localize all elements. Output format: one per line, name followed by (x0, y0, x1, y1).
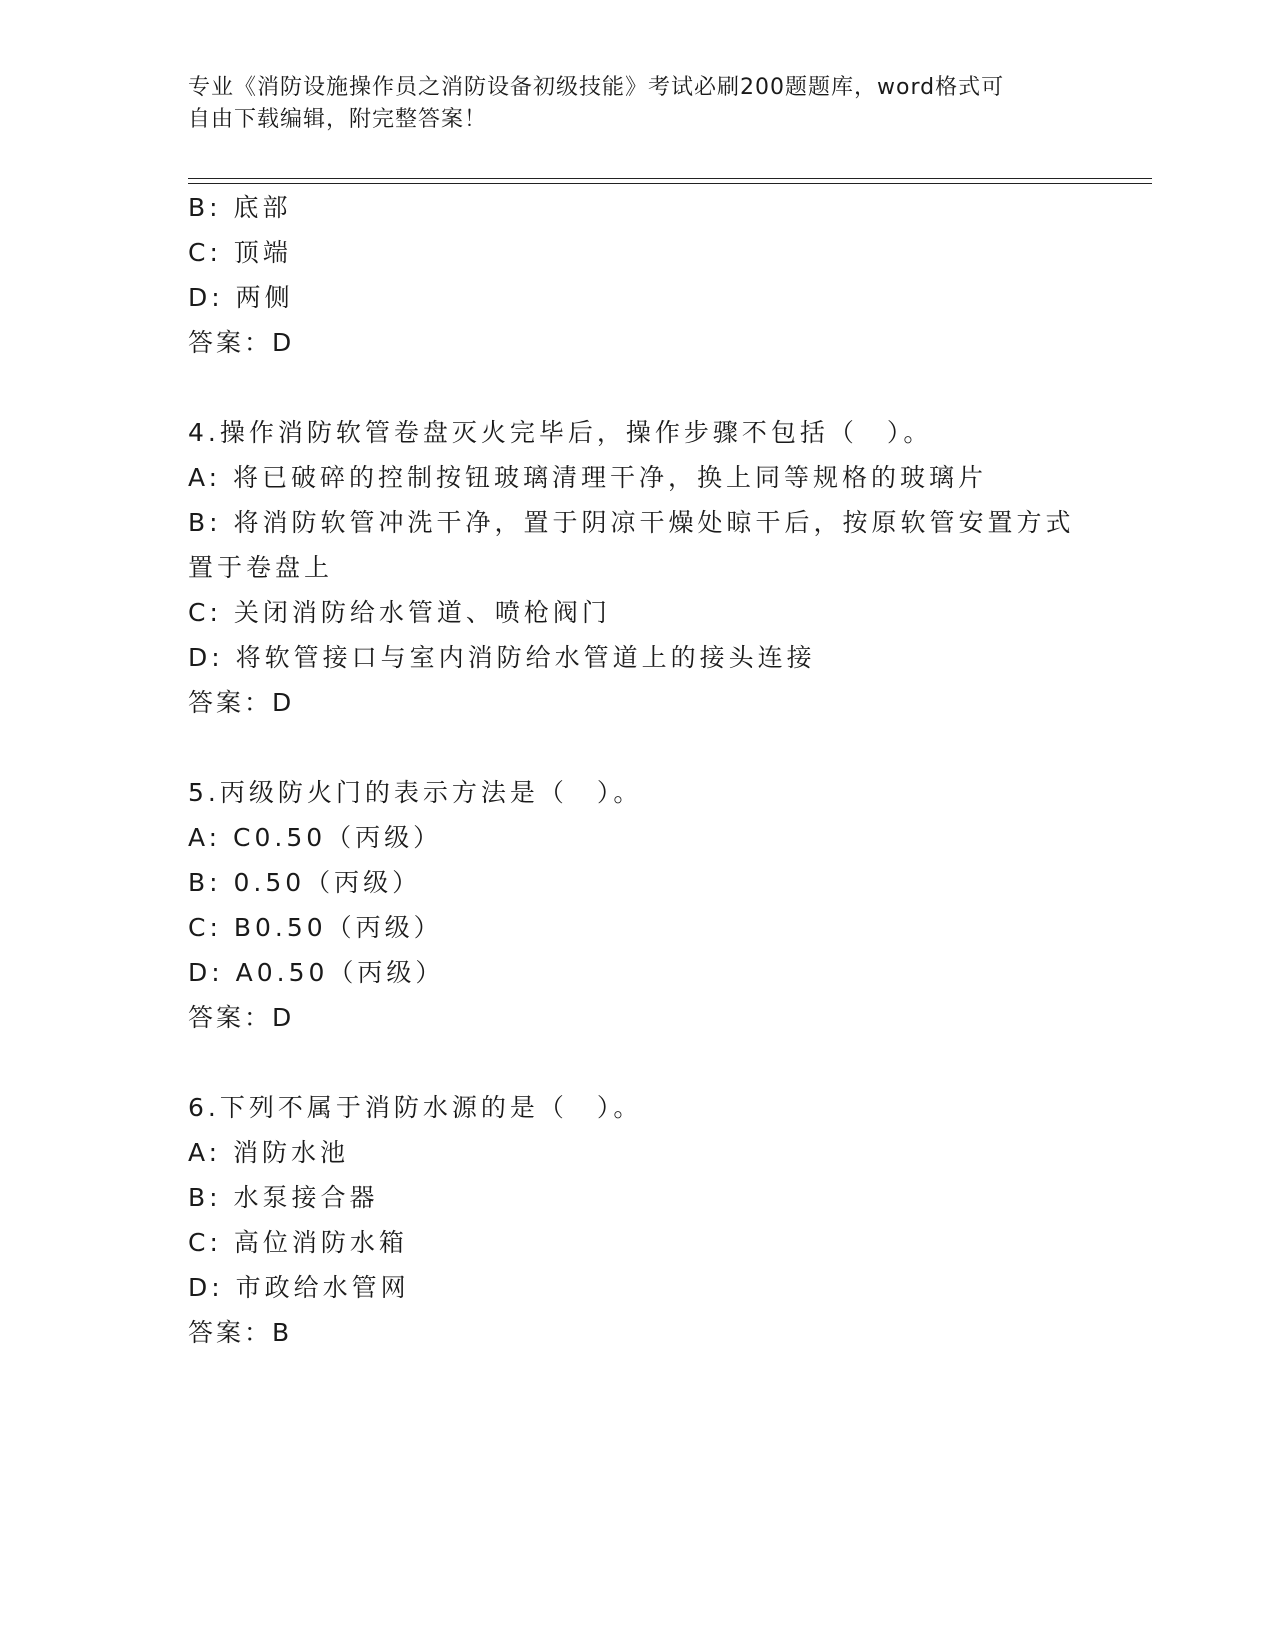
q5-answer: 答案：D (188, 1003, 295, 1032)
q6-option-c: C: 高位消防水箱 (188, 1228, 408, 1257)
q4-answer: 答案：D (188, 688, 295, 717)
q5-option-a: A: C0.50（丙级） (188, 823, 443, 852)
q5-option-b: B: 0.50（丙级） (188, 868, 422, 897)
q5-option-d: D: A0.50（丙级） (188, 958, 445, 987)
q5-option-c: C: B0.50（丙级） (188, 913, 443, 942)
q3-answer: 答案：D (188, 328, 295, 357)
header-divider-bottom (188, 183, 1152, 184)
document-header (188, 72, 1088, 136)
header-title-line-2: 自由下载编辑，附完整答案！ (188, 107, 488, 132)
q6-option-d: D: 市政给水管网 (188, 1273, 410, 1302)
header-divider-top (188, 178, 1152, 179)
q4-option-b-line-1: B: 将消防软管冲洗干净，置于阴凉干燥处晾干后，按原软管安置方式 (188, 508, 1075, 537)
q6-stem: 6.下列不属于消防水源的是（ ）。 (188, 1093, 643, 1122)
q4-stem: 4.操作消防软管卷盘灭火完毕后，操作步骤不包括（ ）。 (188, 418, 933, 447)
q4-option-d: D: 将软管接口与室内消防给水管道上的接头连接 (188, 643, 816, 672)
q4-option-c: C: 关闭消防给水管道、喷枪阀门 (188, 598, 611, 627)
q6-option-b: B: 水泵接合器 (188, 1183, 379, 1212)
q3-option-c: C: 顶端 (188, 238, 292, 267)
q5-stem: 5.丙级防火门的表示方法是（ ）。 (188, 778, 643, 807)
q4-option-a: A: 将已破碎的控制按钮玻璃清理干净，换上同等规格的玻璃片 (188, 463, 988, 492)
header-title-line-1: 专业《消防设施操作员之消防设备初级技能》考试必刷200题题库，word格式可 (188, 75, 1005, 100)
q3-option-d: D: 两侧 (188, 283, 294, 312)
q4-option-b-line-2: 置于卷盘上 (188, 553, 334, 582)
q6-option-a: A: 消防水池 (188, 1138, 350, 1167)
q3-option-b: B: 底部 (188, 193, 292, 222)
q6-answer: 答案：B (188, 1318, 293, 1347)
